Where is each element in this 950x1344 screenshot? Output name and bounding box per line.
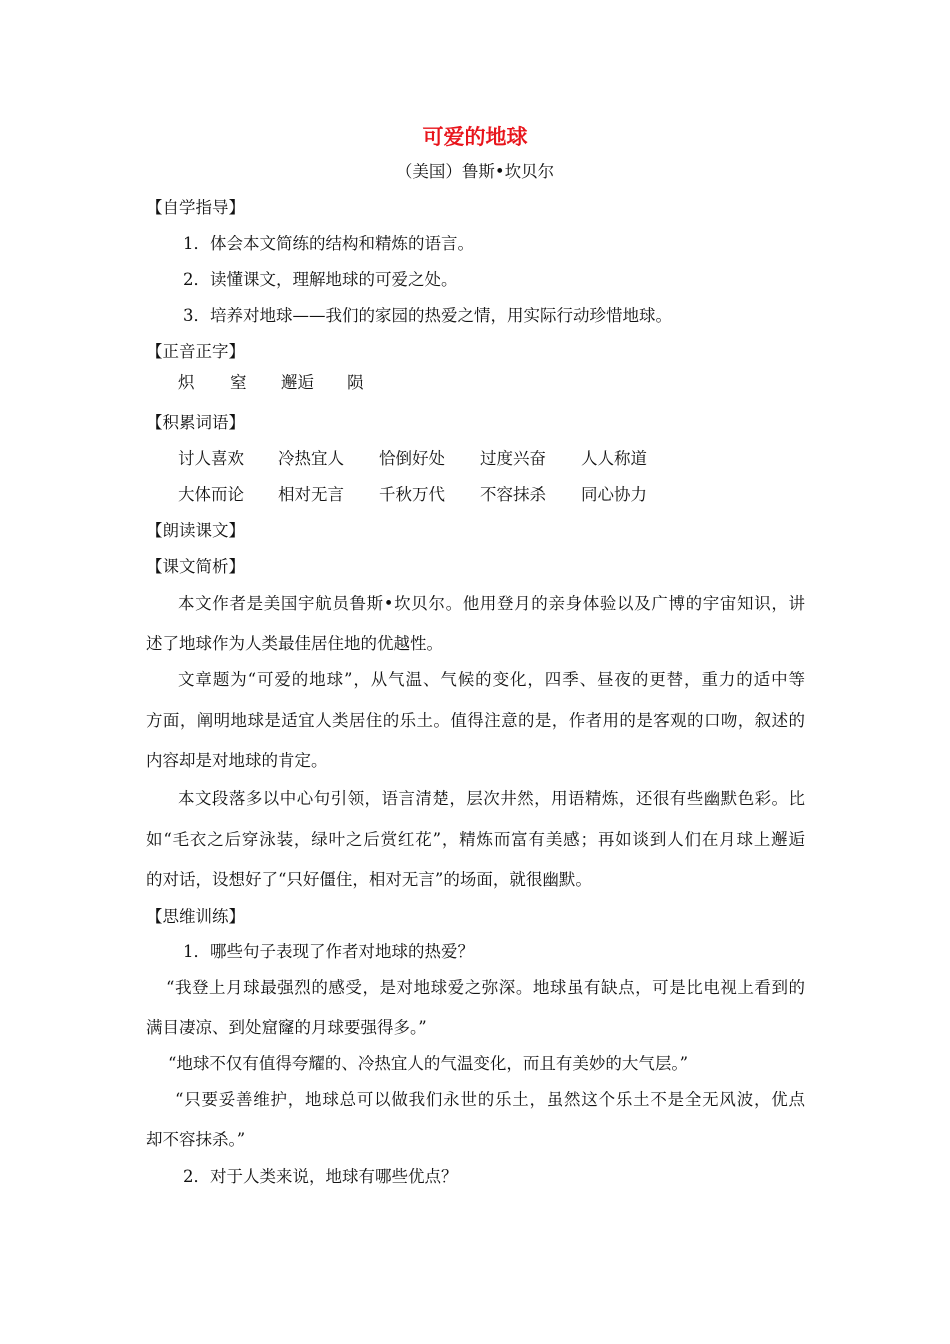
vocab-word: 大体而论: [178, 485, 244, 504]
vocab-word: 不容抹杀: [480, 485, 546, 504]
paragraph-line: 本文作者是美国宇航员鲁斯•坎贝尔。他用登月的亲身体验以及广博的宇宙知识，讲: [178, 594, 805, 613]
page-title: 可爱的地球: [422, 125, 528, 149]
vocab-word: 人人称道: [581, 449, 647, 468]
vocab-word: 同心协力: [581, 485, 647, 504]
pronunciation-word: 邂逅: [281, 373, 314, 392]
answer-line: “我登上月球最强烈的感受，是对地球爱之弥深。地球虽有缺点，可是比电视上看到的: [166, 978, 805, 997]
section-heading-vocabulary: 【积累词语】: [146, 413, 245, 432]
pronunciation-word: 陨: [347, 373, 364, 392]
paragraph-line: 如“毛衣之后穿泳装，绿叶之后赏红花”，精炼而富有美感；再如谈到人们在月球上邂逅: [146, 830, 805, 849]
question-line: 1．哪些句子表现了作者对地球的热爱？: [183, 942, 474, 961]
list-item: 2．读懂课文，理解地球的可爱之处。: [183, 270, 458, 289]
pronunciation-word: 窒: [230, 373, 247, 392]
author-line: （美国）鲁斯•坎贝尔: [395, 162, 555, 181]
section-heading-thinking: 【思维训练】: [146, 907, 245, 926]
paragraph-line: 的对话，设想好了“只好僵住，相对无言”的场面，就很幽默。: [146, 870, 592, 889]
paragraph-line: 本文段落多以中心句引领，语言清楚，层次井然，用语精炼，还很有些幽默色彩。比: [178, 789, 805, 808]
paragraph-line: 方面，阐明地球是适宜人类居住的乐土。值得注意的是，作者用的是客观的口吻，叙述的: [146, 711, 805, 730]
question-line: 2．对于人类来说，地球有哪些优点？: [183, 1167, 458, 1186]
vocab-word: 讨人喜欢: [178, 449, 244, 468]
paragraph-line: 内容却是对地球的肯定。: [146, 751, 328, 770]
paragraph-line: 文章题为“可爱的地球”，从气温、气候的变化，四季、昼夜的更替，重力的适中等: [178, 670, 805, 689]
answer-line: “地球不仅有值得夸耀的、冷热宜人的气温变化，而且有美妙的大气层。”: [168, 1054, 689, 1073]
vocab-word: 千秋万代: [379, 485, 445, 504]
pronunciation-word: 炽: [178, 373, 195, 392]
list-item: 3．培养对地球——我们的家园的热爱之情，用实际行动珍惜地球。: [183, 306, 672, 325]
list-item: 1．体会本文简练的结构和精炼的语言。: [183, 234, 474, 253]
answer-line: 却不容抹杀。”: [146, 1130, 246, 1149]
paragraph-line: 述了地球作为人类最佳居住地的优越性。: [146, 634, 443, 653]
section-heading-analysis: 【课文简析】: [146, 557, 245, 576]
answer-line: 满目凄凉、到处窟窿的月球要强得多。”: [146, 1018, 427, 1037]
vocab-word: 恰倒好处: [379, 449, 445, 468]
vocab-word: 冷热宜人: [278, 449, 344, 468]
section-heading-self-study: 【自学指导】: [146, 198, 245, 217]
vocab-word: 过度兴奋: [480, 449, 546, 468]
section-heading-reading: 【朗读课文】: [146, 521, 245, 540]
vocab-word: 相对无言: [278, 485, 344, 504]
section-heading-pronunciation: 【正音正字】: [146, 342, 245, 361]
answer-line: “只要妥善维护，地球总可以做我们永世的乐土，虽然这个乐土不是全无风波，优点: [175, 1090, 805, 1109]
